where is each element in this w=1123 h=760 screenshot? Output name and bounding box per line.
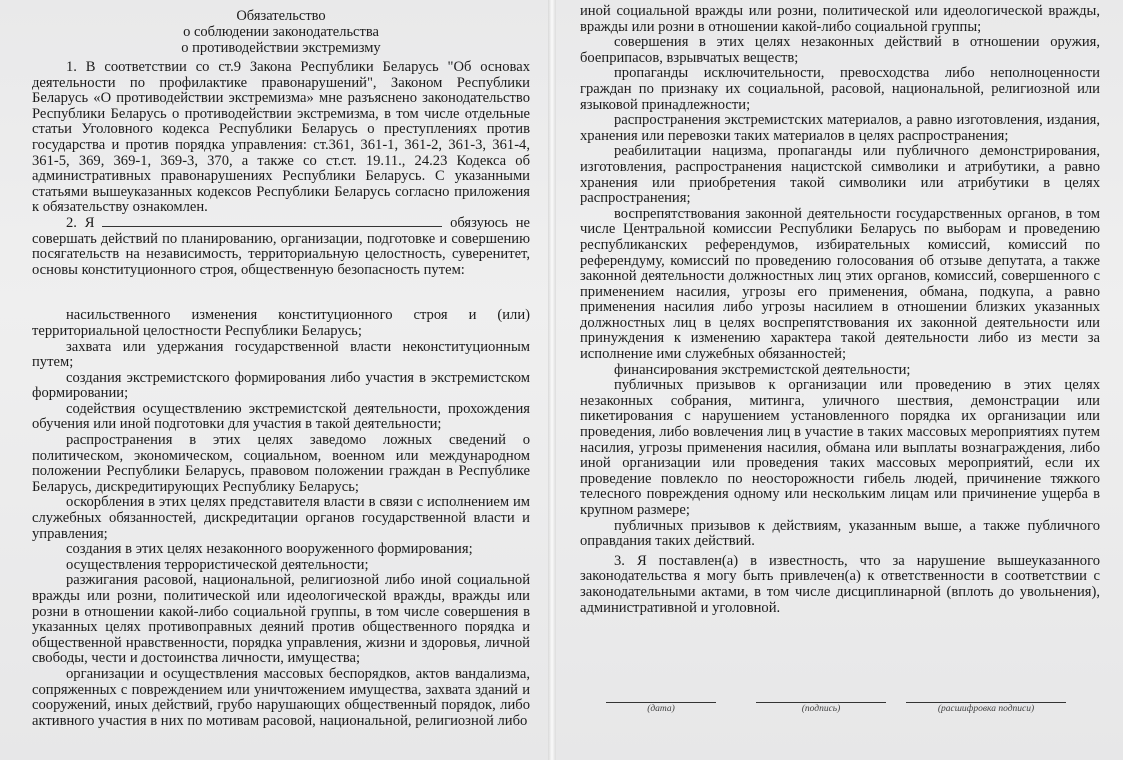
list-item: воспрепятствования законной деятельности государственных органов, в том числе Центральной комиссии Республики Беларусь по выборам и проведению республиканских референдумов, избирательных комиссий, комиссий по референдуму, комиссий по проведению голосования об отзыве депутата, а также законной деятельности должностных лиц этих органов, комиссий, совершенного с применением насилия, угрозы его применения, обмана, подкупа, а равно применения насилия либо угрозы насилием в отношении близких указанных должностных лиц в целях воспрепятствования их законной деятельности или принуждения к изменению характера такой деятельности либо из мести за исполнение ими служебных обязанностей; [580, 205, 1100, 363]
title-line-3: о противодействии экстремизму [181, 40, 381, 56]
list-item: насильственного изменения конституционного строя и (или) территориальной целостности Республики Беларусь; [32, 307, 530, 339]
signature-line [756, 690, 886, 703]
signature-caption: (подпись) [801, 704, 841, 714]
list-item: публичных призывов к организации или проведению в этих целях незаконных собрания, митинга, уличного шествия, демонстрации или пикетирования с нарушением установленного порядка их организации или проведения, либо вовлечения лиц в участие в таких массовых мероприятиях путем насилия, угрозы применения насилия, обмана или выплаты вознаграждения, либо иной организации или проведения таких массовых мероприятий, если их проведение повлекло по неосторожности гибель людей, причинение тяжкого телесного повреждения одному или нескольким лицам или причинение ущерба в крупном размере; [580, 377, 1100, 518]
list-item: создания экстремистского формирования либо участия в экстремистском формировании; [32, 369, 530, 402]
list-item: захвата или удержания государственной власти неконституционным путем; [32, 338, 530, 371]
list-item: осуществления террористической деятельности; [66, 556, 369, 573]
list-item: распространения экстремистских материалов, а равно изготовления, издания, хранения или перевозки таких материалов в целях распространения; [580, 112, 1100, 144]
left-page-content [32, 8, 530, 729]
date-field[interactable] [606, 690, 716, 715]
signature-block [606, 690, 1066, 740]
signature-decode-field[interactable] [906, 690, 1066, 715]
name-blank-line [102, 216, 442, 227]
list-item: содействия осуществлению экстремистской деятельности, прохождения обучения или иной подготовки для участия в такой деятельности; [32, 400, 530, 433]
item-2-text: обязуюсь не совершать действий по планированию, организации, подготовке и совершению посягательств на независимость, территориальную целостность, суверенитет, основы конституционного строя, общественную безопасность путем: [32, 214, 530, 278]
paragraph-item-2 [32, 216, 530, 278]
list-item: финансирования экстремистской деятельности; [614, 361, 911, 378]
paragraph-item-1: 1. В соответствии со ст.9 Закона Республики Беларусь "Об основах деятельности по профилактике правонарушений", Законом Республики Беларусь «О противодействии экстремизма» мне разъяснено законодательство Республики Беларусь о противодействии экстремизма, в том числе отдельные статьи Уголовного кодекса Республики Беларусь о преступлениях против государства и против порядка управления: ст.361, 361-1, 361-2, 361-3, 361-4, 361-5, 369, 369-1, 369-3, 370, а также со ст.ст. 19.11., 24.23 Кодекса об административных правонарушениях Республики Беларусь. С указанными статьями вышеуказанных кодексов Республики Беларусь согласно приложения к обязательству ознакомлен. [32, 59, 530, 216]
list-item: разжигания расовой, национальной, религиозной либо иной социальной вражды или розни, политической или идеологической вражды, вражды или розни в отношении какой-либо социальной группы, в том числе совершения в указанных целях противоправных деяний против общественного порядка и общественной нравственности, порядка управления, жизни и здоровья, личной свободы, чести и достоинства личности, имущества; [32, 572, 530, 667]
list-item: реабилитации нацизма, пропаганды или публичного демонстрирования, изготовления, распространения нацистской символики и атрибутики, а равно хранения или приобретения такой символики или атрибутики в целях распространения; [580, 143, 1100, 207]
list-item: организации и осуществления массовых беспорядков, актов вандализма, сопряженных с повреждением или уничтожением имущества, захвата зданий и сооружений, иных действий, грубо нарушающих общественный порядок, либо активного участия в них по мотивам расовой, национальной, религиозной либо [32, 665, 530, 729]
page-gutter [548, 0, 556, 760]
list-item: создания в этих целях незаконного вооруженного формирования; [66, 541, 473, 558]
signature-field[interactable] [756, 690, 886, 715]
list-item: публичных призывов к действиям, указанным выше, а также публичного оправдания таких действий. [580, 517, 1100, 550]
list-item: совершения в этих целях незаконных действий в отношении оружия, боеприпасов, взрывчатых веществ; [580, 34, 1100, 66]
date-line [606, 690, 716, 703]
signature-decode-line [906, 690, 1066, 703]
continued-list-item: иной социальной вражды или розни, политической или идеологической вражды, вражды или розни в отношении какой-либо социальной группы; [580, 3, 1100, 35]
paragraph-item-3: 3. Я поставлен(а) в известность, что за нарушение вышеуказанного законодательства я могу быть привлечен(а) к ответственности в соответствии с законодательными актами, в том числе дисциплинарной (вплоть до увольнения), административной и уголовной. [580, 552, 1100, 616]
list-item: распространения в этих целях заведомо ложных сведений о политическом, экономическом, социальном, военном или международном положении Республики Беларусь, правовом положении граждан в Республике Беларусь, дискредитирующих Республику Беларусь; [32, 432, 530, 495]
title-line-2: о соблюдении законодательства [183, 24, 379, 40]
list-item: пропаганды исключительности, превосходства либо неполноценности граждан по признаку их социальной, расовой, национальной, религиозной или языковой принадлежности; [580, 65, 1100, 113]
right-page-content [580, 4, 1100, 616]
title-line-1: Обязательство [236, 8, 326, 24]
list-item: оскорбления в этих целях представителя власти в связи с исполнением им служебных обязанностей, дискредитации органов государственной власти и управления; [32, 494, 530, 542]
document-page-right [556, 0, 1123, 760]
signature-decode-caption: (расшифровка подписи) [937, 704, 1035, 714]
document-page-left [0, 0, 548, 760]
document-title [32, 8, 530, 56]
item-2-label: 2. Я [66, 214, 95, 231]
date-caption: (дата) [647, 704, 675, 714]
